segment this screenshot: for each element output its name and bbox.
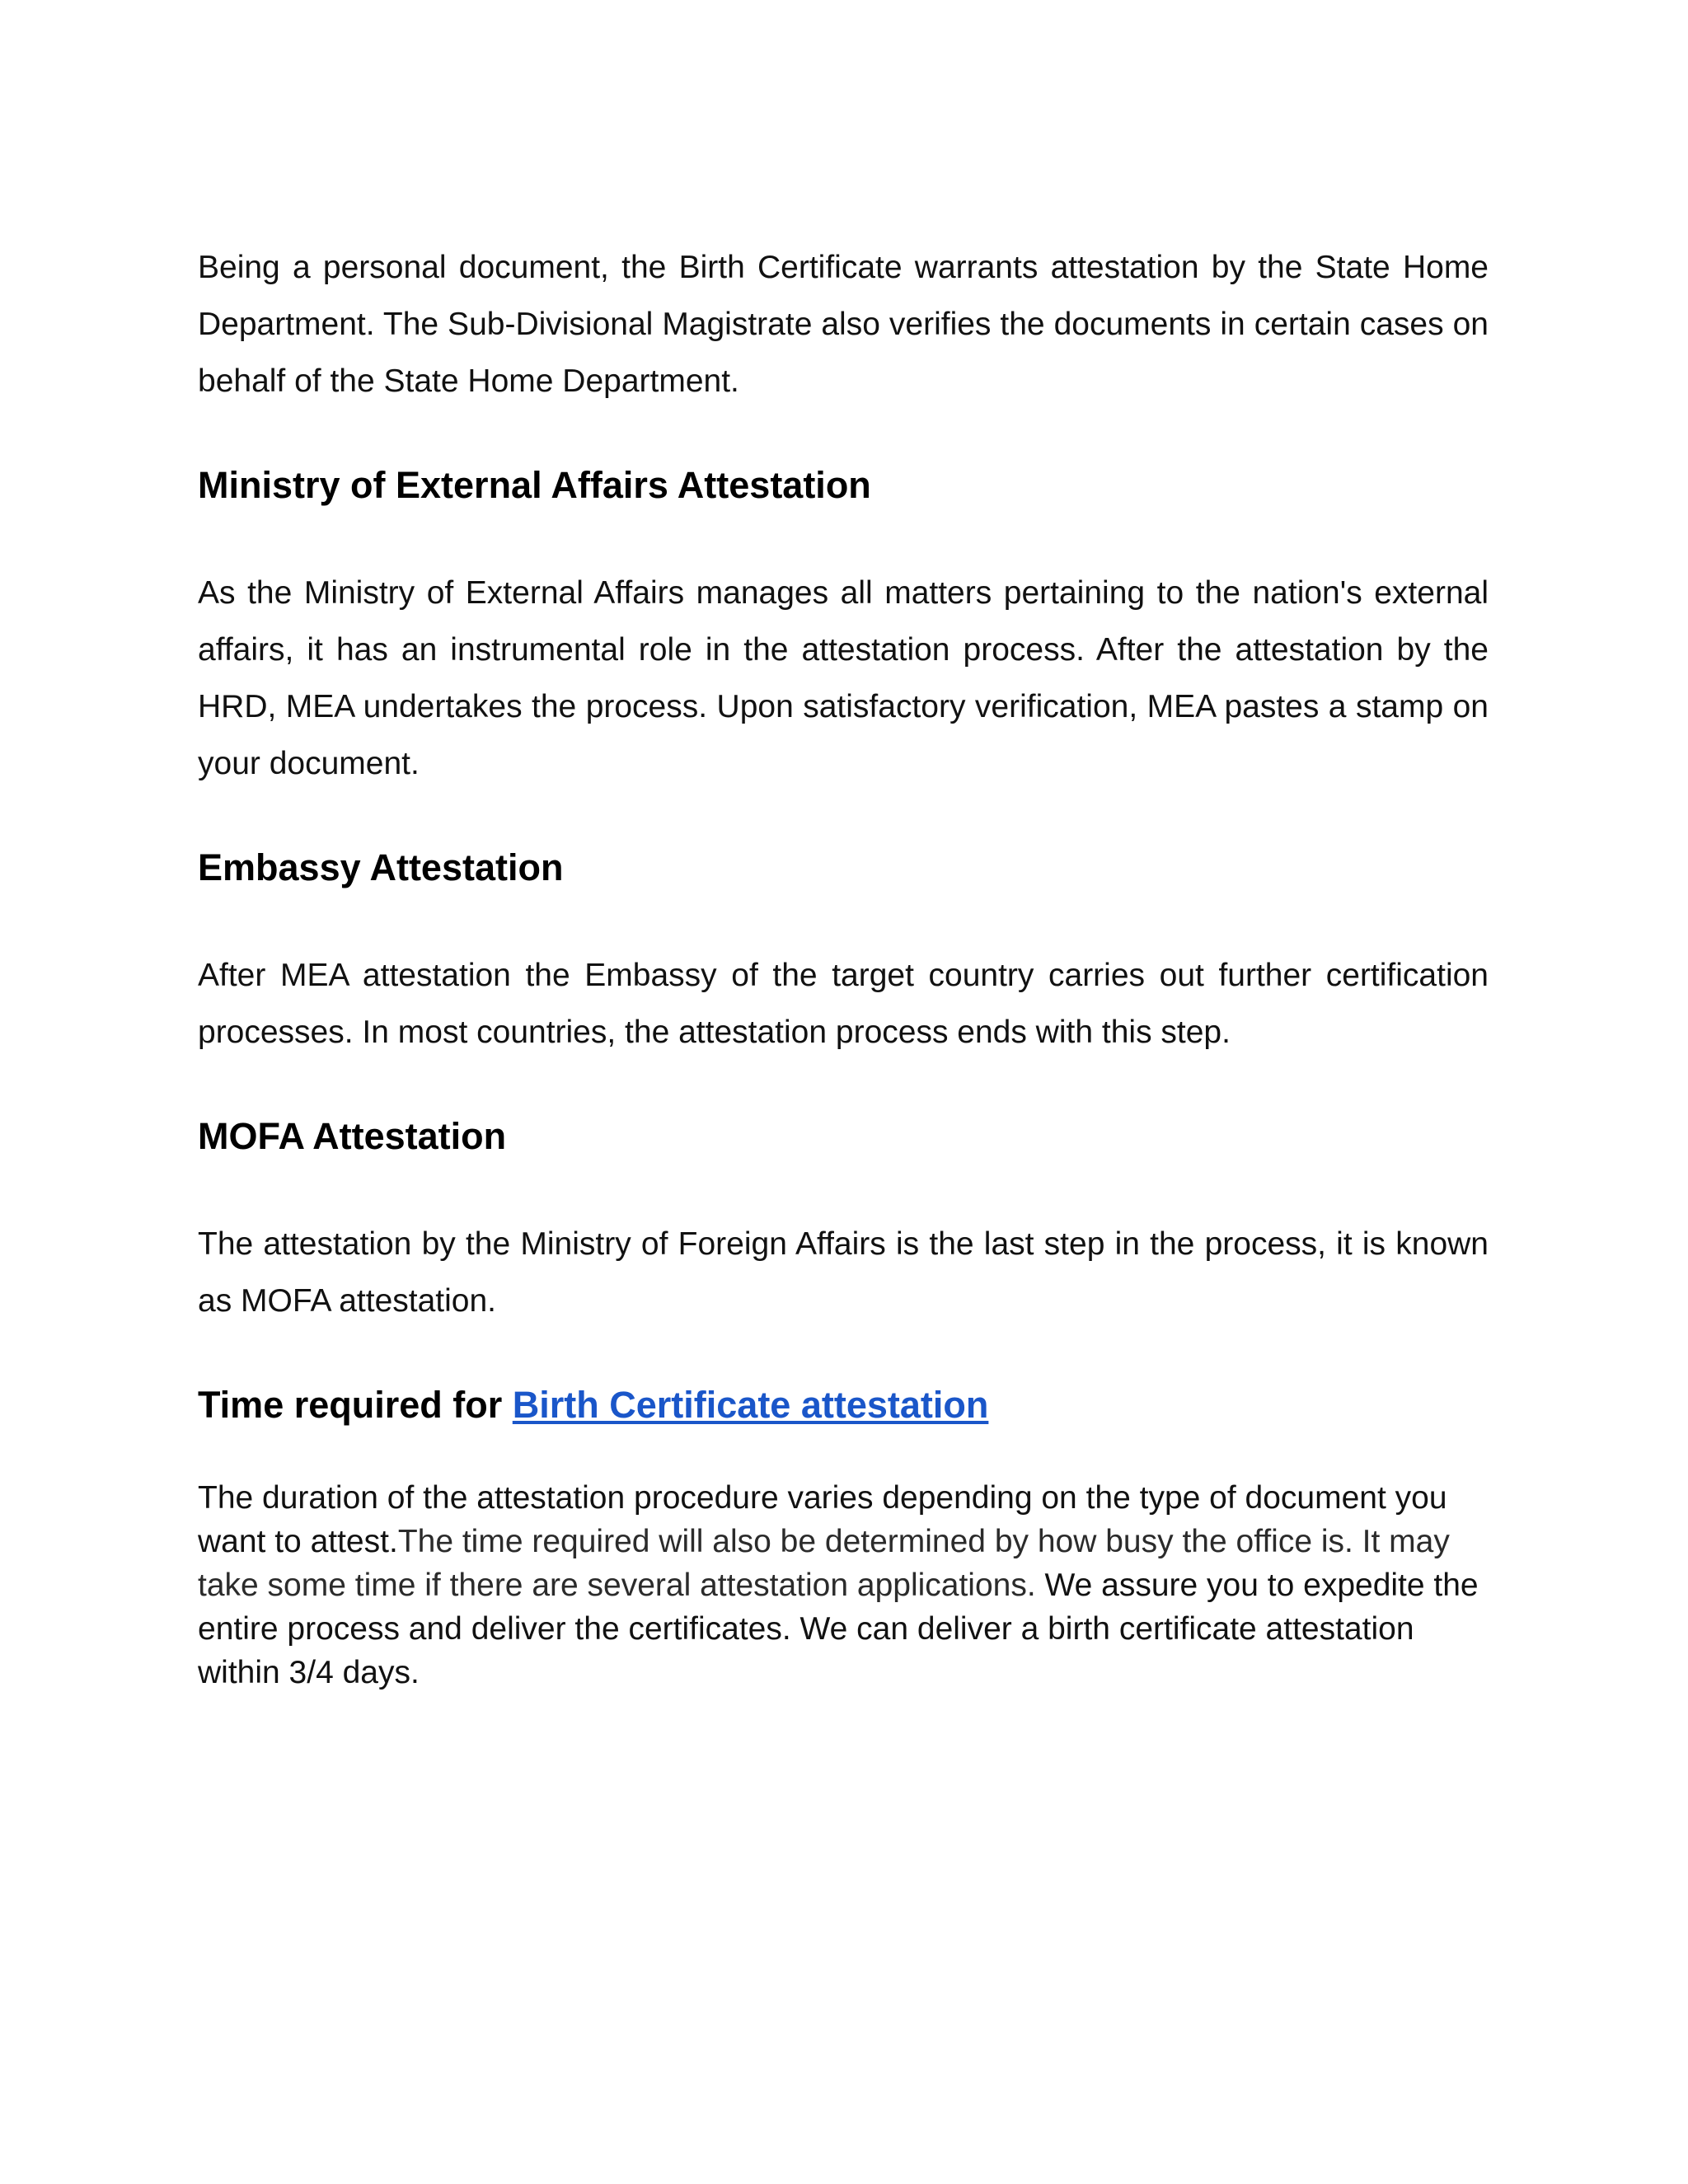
document-content bbox=[198, 239, 1489, 1694]
mea-paragraph: As the Ministry of External Affairs manages all matters pertaining to the nation's external affairs, it has an instrumental role in the attestation process. After the attestation by the HRD, MEA undertakes the process. Upon satisfactory verification, MEA pastes a stamp on your document. bbox=[198, 575, 1489, 781]
heading-embassy-attestation: Embassy Attestation bbox=[198, 846, 564, 888]
heading-mofa-attestation: MOFA Attestation bbox=[198, 1115, 507, 1157]
time-paragraph bbox=[198, 1476, 1489, 1694]
embassy-paragraph: After MEA attestation the Embassy of the target country carries out further certification processes. In most countries, the attestation process ends with this step. bbox=[198, 958, 1489, 1050]
time-paragraph-part3: We assure you to expedite the entire process and deliver the certificates. We can deliver a birth certificate attestation within 3/4 days. bbox=[198, 1568, 1479, 1690]
heading-time-prefix: Time required for bbox=[198, 1384, 513, 1426]
time-paragraph-part2: The time required will also be determined by how busy the office is. It may take some time if there are several attestation applications. bbox=[198, 1524, 1450, 1603]
birth-certificate-attestation-link[interactable]: Birth Certificate attestation bbox=[512, 1384, 989, 1426]
intro-paragraph: Being a personal document, the Birth Certificate warrants attestation by the State Home Department. The Sub-Divisional Magistrate also verifies the documents in certain cases on behalf of the State Home Department. bbox=[198, 250, 1489, 399]
mofa-paragraph: The attestation by the Ministry of Foreign Affairs is the last step in the process, it is known as MOFA attestation. bbox=[198, 1226, 1489, 1319]
time-paragraph-part1: The duration of the attestation procedure varies depending on the type of document you want to attest. bbox=[198, 1480, 1447, 1559]
heading-time-required bbox=[198, 1380, 1489, 1430]
heading-mea-attestation: Ministry of External Affairs Attestation bbox=[198, 464, 871, 506]
